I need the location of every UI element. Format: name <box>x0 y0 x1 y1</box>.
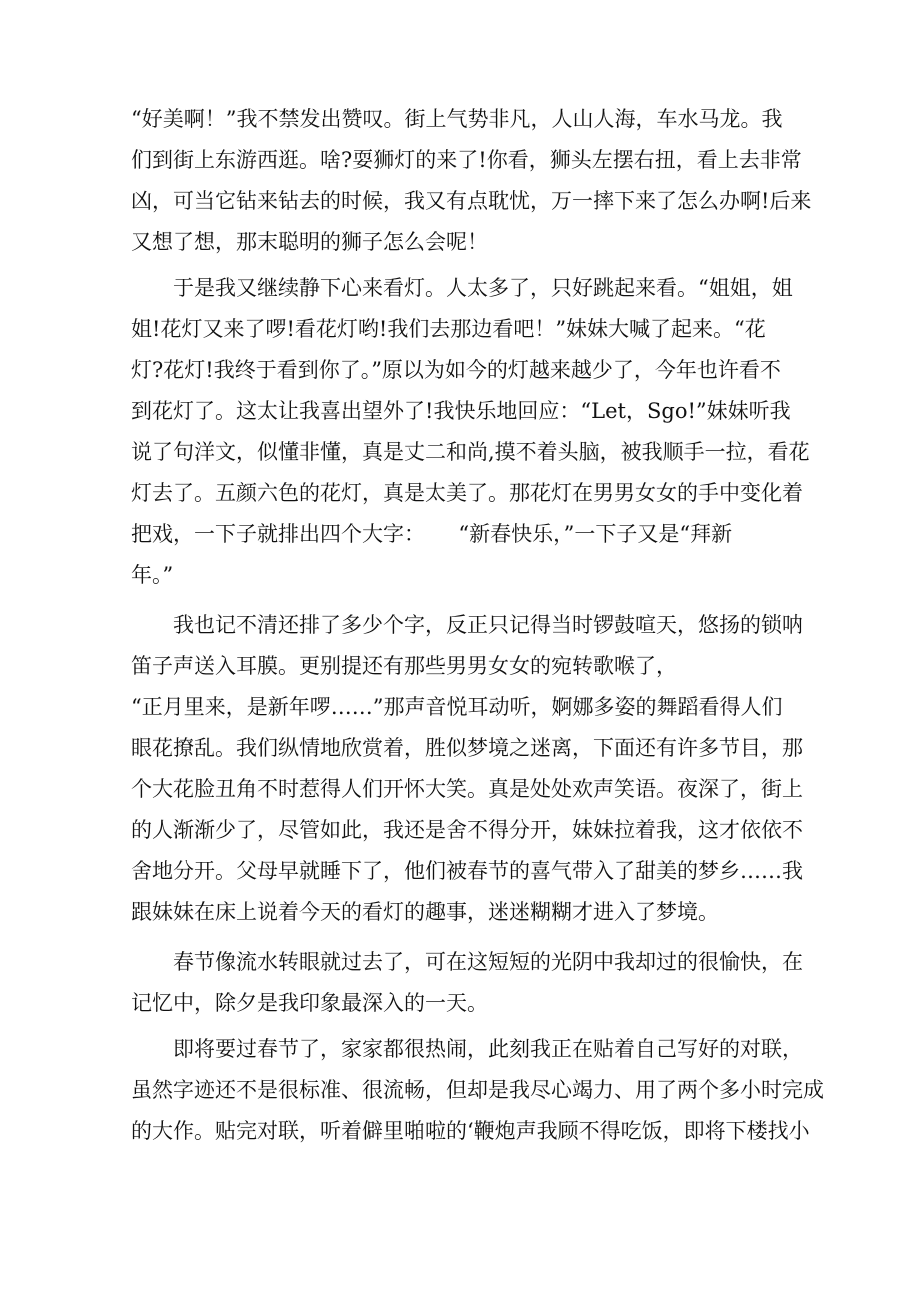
paragraph-first-line: 春节像流水转眼就过去了，可在这短短的光阴中我却过的很愉快，在 <box>173 950 803 974</box>
paragraph-first-line: 我也记不清还排了多少个字，反正只记得当时锣鼓喧天，悠扬的锁呐 <box>173 613 803 637</box>
text-line: 又想了想，那末聪明的狮子怎么会呢！ <box>131 230 488 254</box>
text-line: 灯去了。五颜六色的花灯，真是太美了。那花灯在男男女女的手中变化着 <box>131 481 803 505</box>
text-line: “正月里来，是新年啰……”那声音悦耳动听，婀娜多姿的舞蹈看得人们 <box>131 695 783 719</box>
text-line: 笛子声送入耳膜。更别提还有那些男男女女的宛转歌喉了， <box>131 654 677 678</box>
text-line: 说了句洋文，似懂非懂，真是丈二和尚,摸不着头脑，被我顺手一拉，看花 <box>131 440 810 464</box>
paragraph-first-line: 于是我又继续静下心来看灯。人太多了，只好跳起来看。“姐姐，姐 <box>173 276 793 300</box>
text-line: 个大花脸丑角不时惹得人们开怀大笑。真是处处欢声笑语。夜深了，街上 <box>131 777 803 801</box>
text-line: 把戏，一下子就排出四个大字： “新春快乐，”一下子又是“拜新 <box>131 522 733 546</box>
text-line: 跟妹妹在床上说着今天的看灯的趣事，迷迷糊糊才进入了梦境。 <box>131 900 719 924</box>
text-line: 眼花撩乱。我们纵情地欣赏着，胜似梦境之迷离，下面还有许多节目，那 <box>131 736 803 760</box>
text-line: “好美啊！”我不禁发出赞叹。街上气势非凡，人山人海，车水马龙。我 <box>131 107 783 131</box>
text-line: 姐!花灯又来了啰!看花灯哟!我们去那边看吧！”妹妹大喊了起来。“花 <box>131 317 766 341</box>
text-line: 的大作。贴完对联，听着僻里啪啦的‘鞭炮声我顾不得吃饭，即将下楼找小 <box>131 1119 810 1143</box>
text-line: 的人渐渐少了，尽管如此，我还是舍不得分开，妹妹拉着我，这才依依不 <box>131 818 803 842</box>
paragraph-first-line: 即将要过春节了，家家都很热闹，此刻我正在贴着自己写好的对联， <box>173 1037 803 1061</box>
text-line: 虽然字迹还不是很标准、很流畅，但却是我尽心竭力、用了两个多小时完成 <box>131 1078 824 1102</box>
text-line: 年。” <box>131 563 174 587</box>
text-line: 们到街上东游西逛。啥?耍狮灯的来了!你看，狮头左摆右扭，看上去非常 <box>131 148 802 172</box>
text-line: 灯?花灯!我终于看到你了。”原以为如今的灯越来越少了，今年也许看不 <box>131 358 781 382</box>
text-line: 舍地分开。父母早就睡下了，他们被春节的喜气带入了甜美的梦乡……我 <box>131 859 803 883</box>
text-line: 记忆中，除夕是我印象最深入的一天。 <box>131 991 488 1015</box>
text-line: 凶，可当它钻来钻去的时候，我又有点耽忧，万一摔下来了怎么办啊!后来 <box>131 189 812 213</box>
text-line: 到花灯了。这太让我喜出望外了!我快乐地回应：“Let，Sgo!”妹妹听我 <box>131 399 791 423</box>
